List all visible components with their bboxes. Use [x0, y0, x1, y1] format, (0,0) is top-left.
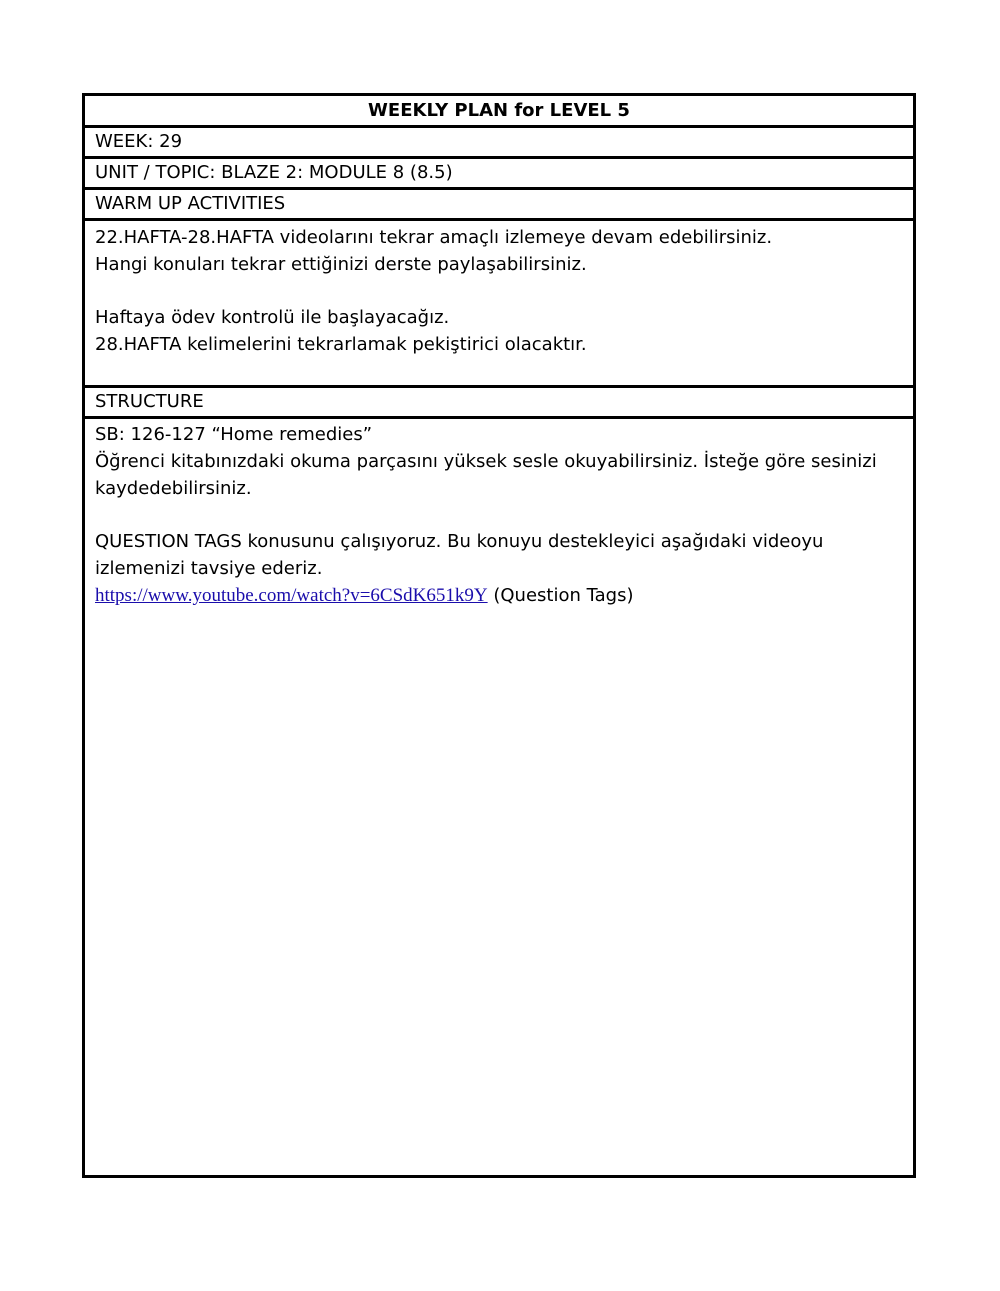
video-link-line: [95, 582, 903, 609]
warm-up-line-3: Haftaya ödev kontrolü ile başlayacağız.: [95, 307, 450, 328]
warm-up-line-2: Hangi konuları tekrar ettiğinizi derste paylaşabilirsiniz.: [95, 254, 587, 275]
weekly-plan-table: [82, 93, 916, 1178]
structure-line-3: QUESTION TAGS konusunu çalışıyoruz. Bu konuyu destekleyici aşağıdaki videoyu izlemenizi tavsiye ederiz.: [95, 531, 824, 579]
plan-title: WEEKLY PLAN for LEVEL 5: [85, 96, 913, 128]
video-link-suffix: (Question Tags): [487, 585, 634, 606]
warm-up-line-1: 22.HAFTA-28.HAFTA videolarını tekrar amaçlı izlemeye devam edebilirsiniz.: [95, 227, 773, 248]
week-row: WEEK: 29: [85, 128, 913, 159]
warm-up-line-4: 28.HAFTA kelimelerini tekrarlamak pekiştirici olacaktır.: [95, 334, 587, 355]
warm-up-heading: WARM UP ACTIVITIES: [85, 190, 913, 221]
spacer: [95, 502, 903, 528]
unit-topic-row: UNIT / TOPIC: BLAZE 2: MODULE 8 (8.5): [85, 159, 913, 190]
spacer: [95, 278, 903, 304]
structure-line-1: SB: 126-127 “Home remedies”: [95, 424, 373, 445]
structure-content: [85, 419, 913, 1175]
youtube-video-link[interactable]: https://www.youtube.com/watch?v=6CSdK651k9Y: [95, 585, 488, 606]
structure-line-2: Öğrenci kitabınızdaki okuma parçasını yüksek sesle okuyabilirsiniz. İsteğe göre sesinizi kaydedebilirsiniz.: [95, 451, 877, 499]
structure-heading: STRUCTURE: [85, 388, 913, 419]
warm-up-content: [85, 221, 913, 388]
